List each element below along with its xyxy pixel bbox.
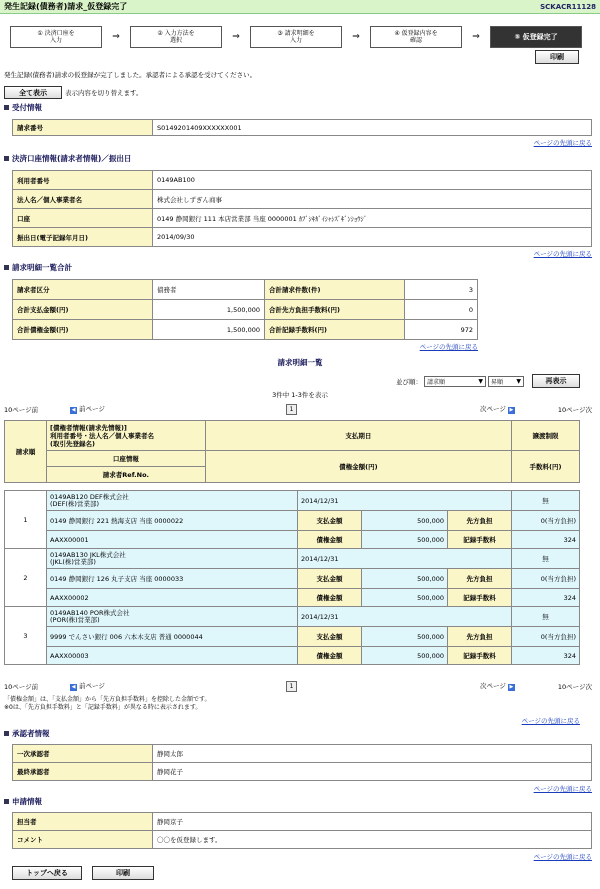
section-approver [4,728,592,739]
next-10-link[interactable]: 10ページ次 [557,682,592,691]
print-button-bottom[interactable]: 印刷 [92,866,154,880]
row-side: 0(当方負担) [512,627,580,647]
detail-table [4,420,580,483]
header-amount: 債権金額(円) [205,451,511,483]
row-account: 9999 でんさい銀行 006 六本木支店 普通 0000044 [47,627,298,647]
header-no: 請求順 [5,421,47,483]
prev-10-link[interactable]: 10ページ前 [4,682,39,691]
row-side: 0(当方負担) [512,511,580,531]
label-side: 先方負担 [448,569,512,589]
table-row [5,589,580,607]
issue-date: 2014/09/30 [153,228,592,247]
prev-10-link[interactable]: 10ページ前 [4,405,39,414]
step-5-current: ⑤ 仮登録完了 [490,26,582,48]
summary-value: 972 [405,320,478,340]
arrow-left-icon: ◀ [71,684,76,690]
header-date: 支払期日 [205,421,511,451]
label-first-approver: 一次承認者 [13,745,153,763]
label-account: 口座 [13,209,153,228]
list-title: 請求明細一覧 [277,358,323,367]
header-fee: 手数料(円) [512,451,580,483]
row-limit: 無 [512,549,580,569]
label-pay: 支払金額 [298,569,362,589]
section-title: 承認者情報 [12,729,50,738]
label-rec: 記録手数料 [448,589,512,607]
result-count: 3件中 1-3件を表示 [272,391,328,399]
row-side: 0(当方負担) [512,569,580,589]
back-to-top-button[interactable]: トップへ戻る [12,866,82,880]
header-party: [債権者情報(請求先情報)] 利用者番号・法人名／個人事業者名 (取引先登録名) [47,421,206,451]
prev-page-link[interactable] [68,681,105,691]
page-top-link[interactable]: ページの先頭に戻る [419,343,478,351]
page-number[interactable]: 1 [286,404,297,415]
step-1: ① 決済口座を 入力 [10,26,102,48]
summary-value: 1,500,000 [153,320,265,340]
label-side: 先方負担 [448,627,512,647]
next-page-link[interactable] [480,404,517,414]
table-row [5,569,580,589]
row-no: 2 [5,549,47,607]
comment: 〇〇を仮登録します。 [153,831,592,849]
header-account: 口座情報 [47,451,206,467]
note-1: 「債権金額」は、「支払金額」から「先方負担手数料」を控除した金額です。 [4,696,211,703]
summary-value: 3 [405,280,478,300]
row-limit: 無 [512,607,580,627]
label-rec: 記録手数料 [448,531,512,549]
page-top-link[interactable]: ページの先頭に戻る [533,785,592,793]
row-party: 0149AB130 JKL株式会社 (JKL(株)営業部) [47,549,298,569]
row-bond: 500,000 [362,589,448,607]
summary-label: 合計支払金額(円) [13,300,153,320]
row-bond: 500,000 [362,647,448,665]
toggle-hint: 表示内容を切り替えます。 [65,89,143,97]
label-rec: 記録手数料 [448,647,512,665]
title-bar [0,0,600,14]
square-bullet-icon [4,731,9,736]
completion-message: 発生記録(債務者)請求の仮登録が完了しました。承認者による承認を受けてください。 [4,71,257,79]
row-party: 0149AB120 DEF株式会社 (DEF(株)営業部) [47,491,298,511]
table-row [5,647,580,665]
reorder-button[interactable]: 再表示 [532,374,580,388]
summary-value: 1,500,000 [153,300,265,320]
table-row [5,607,580,627]
user-no: 0149AB100 [153,171,592,190]
row-date: 2014/12/31 [298,491,512,511]
page-top-link[interactable]: ページの先頭に戻る [533,139,592,147]
next-label: 次ページ [480,405,506,413]
next-label: 次ページ [480,682,506,690]
arrow-right-icon: ▶ [509,684,514,690]
person: 静岡京子 [153,813,592,831]
row-limit: 無 [512,491,580,511]
table-row [5,531,580,549]
request-no: S0149201409XXXXXX001 [153,120,592,136]
label-side: 先方負担 [448,511,512,531]
summary-label: 合計請求件数(件) [265,280,405,300]
square-bullet-icon [4,156,9,161]
step-indicator [0,14,600,52]
row-pay: 500,000 [362,627,448,647]
prev-page-link[interactable] [68,404,105,414]
row-account: 0149 静岡銀行 221 熱海支店 当座 0000022 [47,511,298,531]
row-rec: 324 [512,589,580,607]
prev-label: 前ページ [79,405,105,413]
summary-label: 合計記録手数料(円) [265,320,405,340]
header-limit: 譲渡制限 [512,421,580,451]
section-title: 受付情報 [12,103,42,112]
row-no: 1 [5,491,47,549]
sort-value: 請求順 [427,378,446,386]
next-10-link[interactable]: 10ページ次 [557,405,592,414]
summary-label: 合計債権金額(円) [13,320,153,340]
summary-table [12,279,478,340]
row-pay: 500,000 [362,511,448,531]
section-account [4,153,592,164]
next-page-link[interactable] [480,681,517,691]
page-top-link[interactable]: ページの先頭に戻る [521,717,580,725]
approver-table [12,744,592,781]
step-2: ② 入力方法を 選択 [130,26,222,48]
label-person: 担当者 [13,813,153,831]
page-top-link[interactable]: ページの先頭に戻る [533,250,592,258]
label-bond: 債権金額 [298,647,362,665]
pager-top [4,402,592,416]
section-reception [4,102,592,113]
row-account: 0149 静岡銀行 126 丸子支店 当座 0000033 [47,569,298,589]
row-ref: AAXX00002 [47,589,298,607]
show-all-button[interactable]: 全て表示 [4,86,62,99]
account: 0149 静岡銀行 111 本店営業部 当座 0000001 ｶﾌﾞｼｷｶﾞｲｼｬｼｽﾞｷﾞﾝｼｮｳｼﾞ [153,209,592,228]
section-title: 申請情報 [12,797,42,806]
summary-label: 請求者区分 [13,280,153,300]
step-4: ④ 仮登録内容を 確認 [370,26,462,48]
section-title: 請求明細一覧合計 [12,263,72,272]
order-select[interactable] [488,376,524,387]
arrow-icon: ⇒ [112,32,120,42]
summary-value: 0 [405,300,478,320]
print-button[interactable]: 印刷 [535,50,579,64]
label-company: 法人名／個人事業者名 [13,190,153,209]
reception-table [12,119,592,136]
label-user-no: 利用者番号 [13,171,153,190]
first-approver: 静岡太郎 [153,745,592,763]
application-table [12,812,592,849]
table-row [5,627,580,647]
table-row [5,511,580,531]
arrow-icon: ⇒ [232,32,240,42]
row-rec: 324 [512,647,580,665]
row-ref: AAXX00001 [47,531,298,549]
label-comment: コメント [13,831,153,849]
summary-value: 債務者 [153,280,265,300]
label-issue-date: 振出日(電子記録年月日) [13,228,153,247]
sort-label: 並び順： [396,377,422,386]
row-rec: 324 [512,531,580,549]
summary-label: 合計先方負担手数料(円) [265,300,405,320]
header-ref: 請求者Ref.No. [47,467,206,483]
row-no: 3 [5,607,47,665]
row-date: 2014/12/31 [298,607,512,627]
chevron-down-icon: ▼ [516,377,521,385]
label-pay: 支払金額 [298,511,362,531]
company: 株式会社しずぎん商事 [153,190,592,209]
row-date: 2014/12/31 [298,549,512,569]
row-pay: 500,000 [362,569,448,589]
arrow-icon: ⇒ [352,32,360,42]
label-bond: 債権金額 [298,531,362,549]
page-number[interactable]: 1 [286,681,297,692]
chevron-down-icon: ▼ [478,377,483,385]
table-row [5,549,580,569]
row-ref: AAXX00003 [47,647,298,665]
arrow-right-icon: ▶ [509,407,514,413]
label-bond: 債権金額 [298,589,362,607]
row-bond: 500,000 [362,531,448,549]
screen-code: SCKACR11128 [540,2,596,11]
pager-bottom [4,679,592,693]
label-request-no: 請求番号 [13,120,153,136]
label-pay: 支払金額 [298,627,362,647]
final-approver: 静岡花子 [153,763,592,781]
arrow-icon: ⇒ [472,32,480,42]
section-summary [4,262,592,273]
detail-rows [4,490,580,665]
account-table [12,170,592,247]
square-bullet-icon [4,105,9,110]
arrow-left-icon: ◀ [71,407,76,413]
label-final-approver: 最終承認者 [13,763,153,781]
section-application [4,796,592,807]
note-2: ※0は、「先方負担手数料」と「記録手数料」が異なる時に表示されます。 [4,704,202,711]
section-title: 決済口座情報(請求者情報)／振出日 [12,154,132,163]
order-value: 昇順 [491,378,504,386]
table-row [5,491,580,511]
step-3: ③ 請求明細を 入力 [250,26,342,48]
prev-label: 前ページ [79,682,105,690]
sort-select[interactable] [424,376,486,387]
row-party: 0149AB140 POR株式会社 (POR(株)営業部) [47,607,298,627]
page-title: 発生記録(債務者)請求_仮登録完了 [4,2,128,11]
square-bullet-icon [4,799,9,804]
square-bullet-icon [4,265,9,270]
page-top-link[interactable]: ページの先頭に戻る [533,853,592,861]
